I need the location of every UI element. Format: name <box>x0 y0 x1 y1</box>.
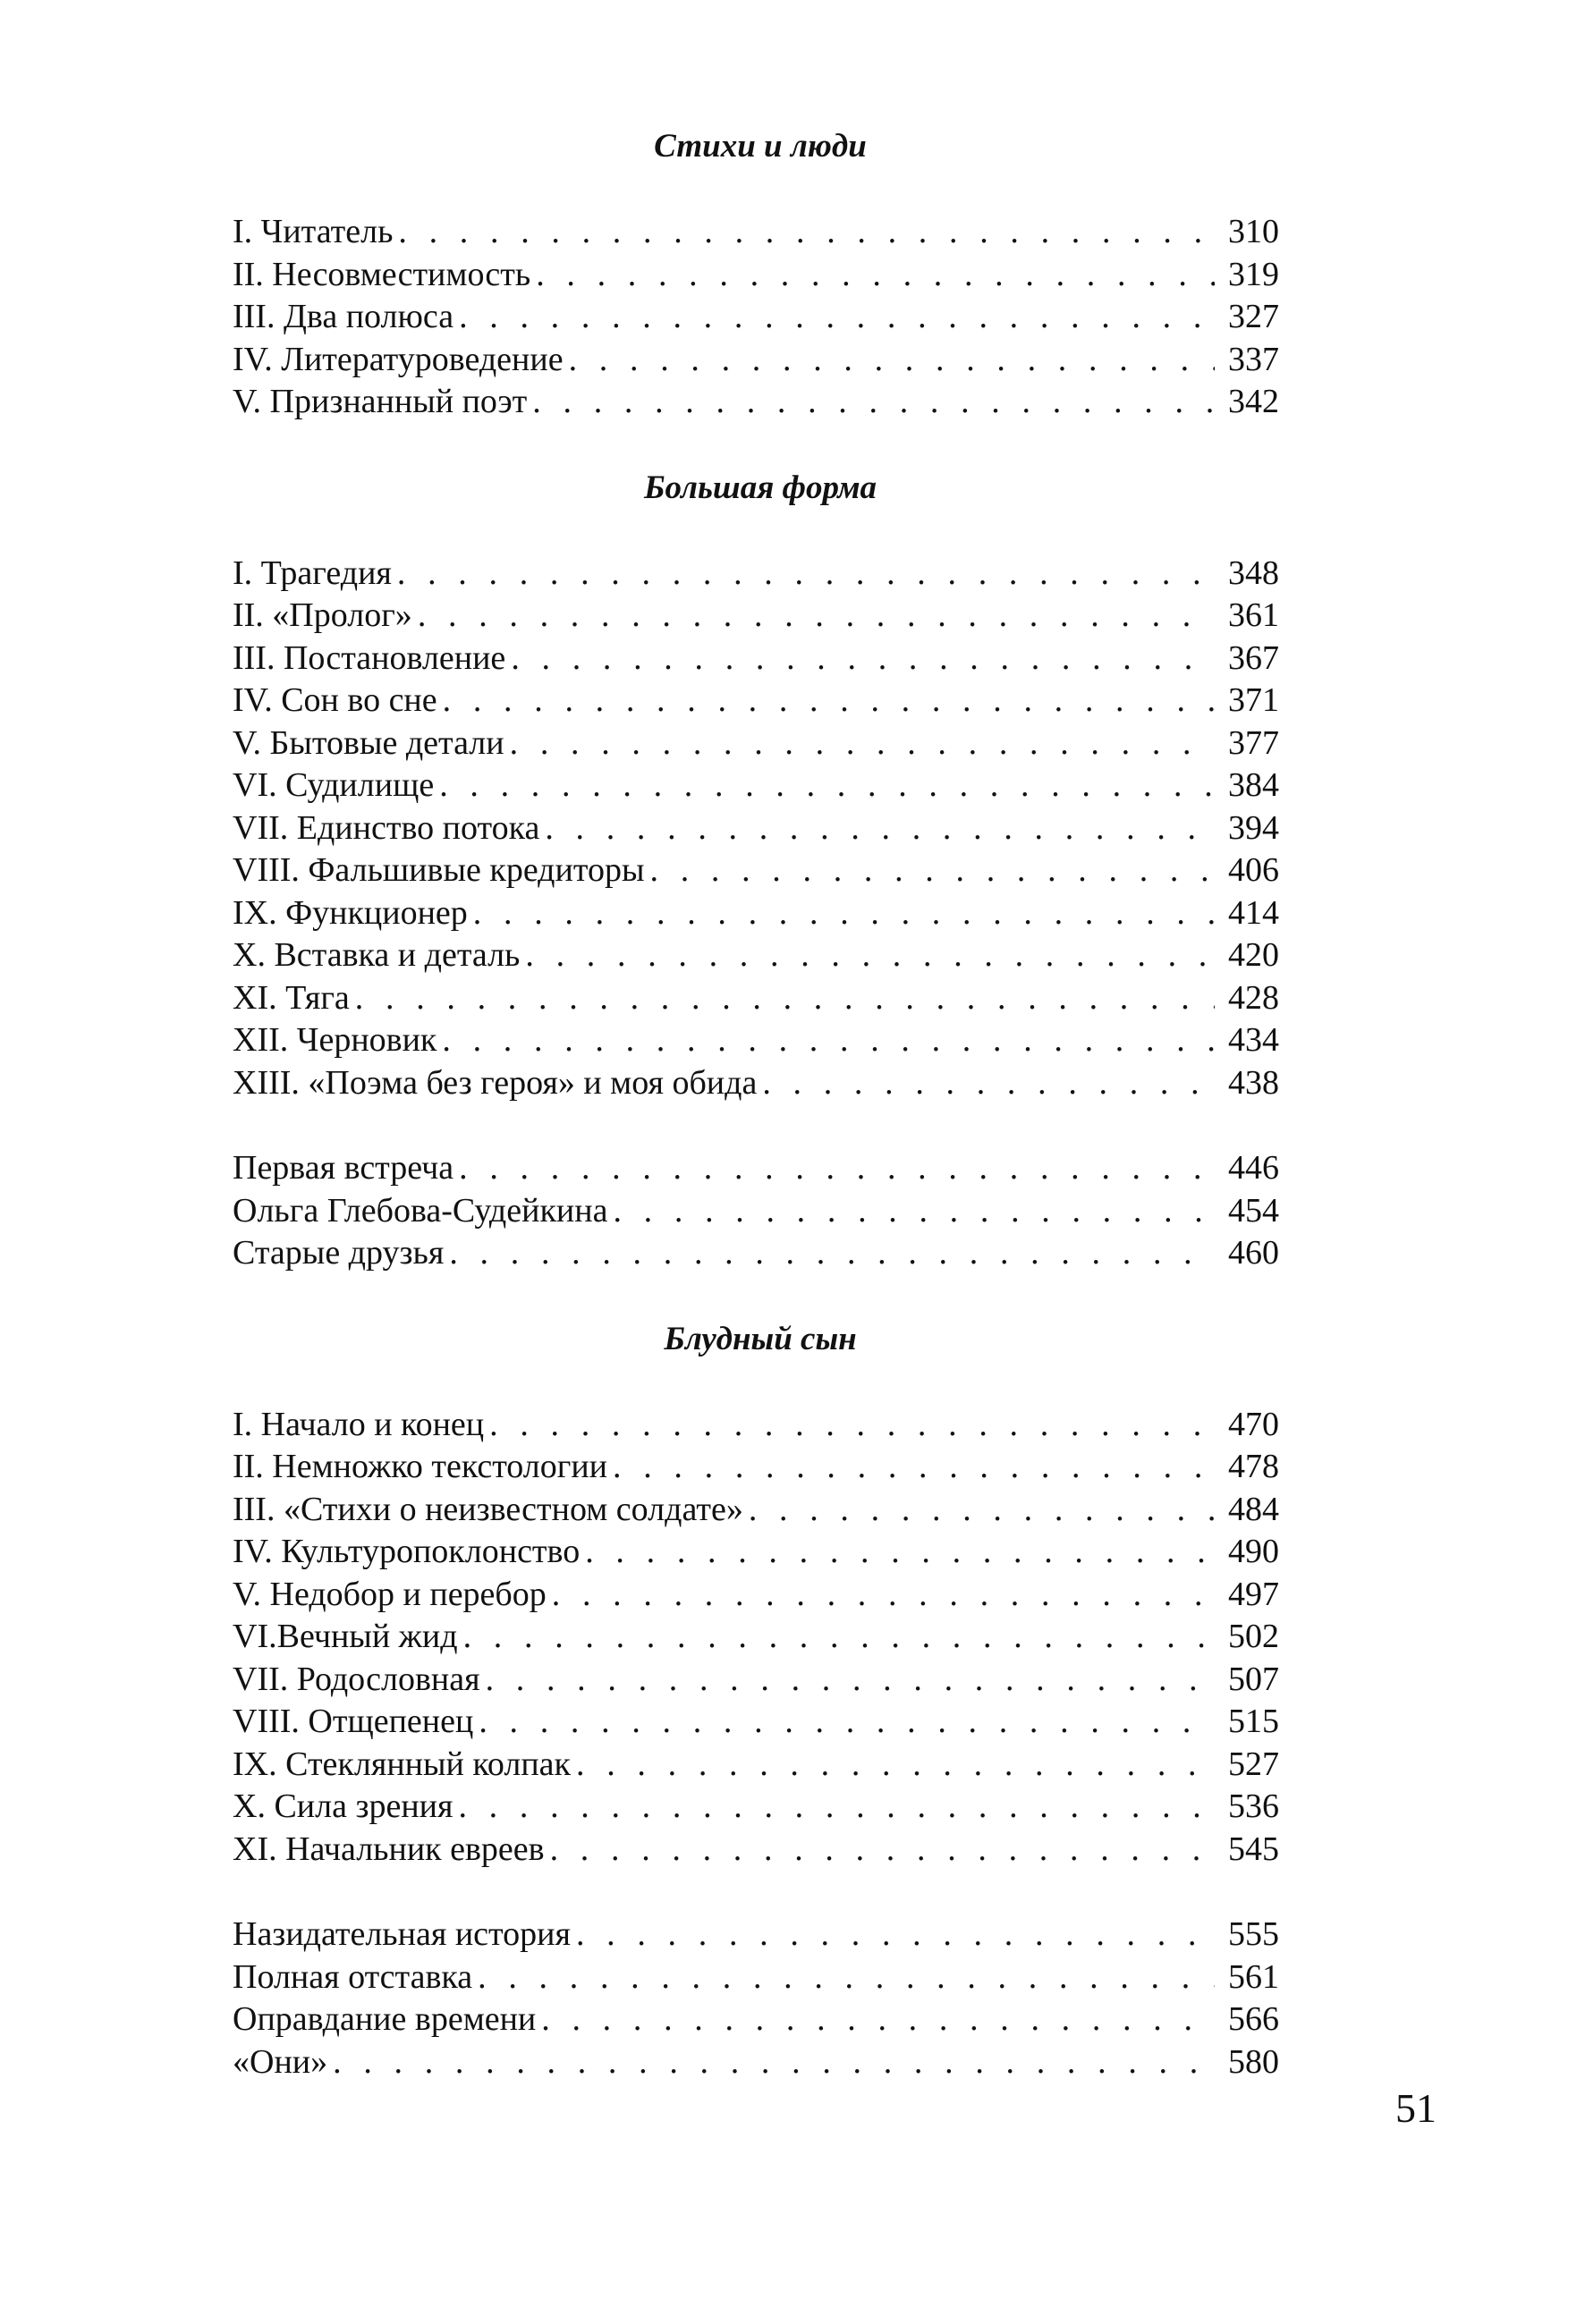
toc-entry-title: Полная отставка <box>233 1957 473 1996</box>
toc-entry[interactable] <box>233 1744 1279 1787</box>
toc-entry[interactable] <box>233 807 1279 850</box>
toc-entry[interactable] <box>233 1659 1279 1702</box>
toc-entry[interactable] <box>233 765 1279 807</box>
page-number: 51 <box>1395 2085 1437 2131</box>
toc-entry-page: 327 <box>1228 298 1279 335</box>
toc-entry-title: XI. Тяга <box>233 978 350 1017</box>
toc-entry-title: III. «Стихи о неизвестном солдате» <box>233 1490 743 1528</box>
toc-entry[interactable] <box>233 680 1279 723</box>
toc-entry-title: XII. Черновик <box>233 1021 437 1059</box>
dot-leader <box>571 1744 1215 1787</box>
toc-entry-title: IV. Литературоведение <box>233 340 564 378</box>
toc-entry-page: 428 <box>1228 978 1279 1017</box>
toc-entry[interactable] <box>233 254 1279 297</box>
toc-entry[interactable] <box>233 2041 1279 2084</box>
toc-entry-title: VIII. Отщепенец <box>233 1703 474 1740</box>
dot-leader <box>607 1190 1215 1233</box>
toc-entry-page: 566 <box>1228 2000 1279 2038</box>
toc-entry-title: III. Два полюса <box>233 298 454 335</box>
toc-entry-title: VI.Вечный жид <box>233 1618 458 1655</box>
toc-entry[interactable] <box>233 553 1279 596</box>
dot-leader <box>480 1659 1215 1702</box>
dot-leader <box>468 892 1215 935</box>
toc-entry[interactable] <box>233 211 1279 254</box>
dot-leader <box>571 1914 1215 1956</box>
toc-entry-page: 497 <box>1228 1575 1279 1613</box>
spacer <box>233 424 1279 467</box>
dot-leader <box>607 1446 1215 1489</box>
toc-entry-page: 310 <box>1228 213 1279 250</box>
dot-leader <box>580 1531 1215 1574</box>
toc-entry-title: IX. Стеклянный колпак <box>233 1745 572 1783</box>
toc-entry-page: 394 <box>1228 808 1279 847</box>
section-title: Большая форма <box>643 469 877 506</box>
toc-entry-title: I. Трагедия <box>233 554 392 592</box>
dot-leader <box>458 1616 1215 1659</box>
toc-entry-title: II. «Пролог» <box>233 596 412 634</box>
toc-entry-page: 555 <box>1228 1915 1279 1953</box>
toc-entry-page: 454 <box>1228 1191 1279 1230</box>
section-title: Стихи и люди <box>654 128 867 165</box>
toc-entry-page: 434 <box>1228 1021 1279 1059</box>
toc-entry-page: 384 <box>1228 766 1279 804</box>
toc-entry-page: 470 <box>1228 1405 1279 1443</box>
toc-entry-title: VII. Родословная <box>233 1660 480 1698</box>
toc-entry-page: 438 <box>1228 1063 1279 1102</box>
toc-entry-page: 545 <box>1228 1830 1279 1868</box>
dot-leader <box>327 2041 1215 2084</box>
dot-leader <box>743 1489 1215 1532</box>
toc-entry-title: IV. Культуропоклонство <box>233 1533 581 1570</box>
toc-entry-page: 478 <box>1228 1448 1279 1485</box>
toc-entry[interactable] <box>233 1701 1279 1744</box>
spacer <box>233 1104 1279 1147</box>
dot-leader <box>392 553 1215 596</box>
toc-entry-title: VII. Единство потока <box>233 808 540 847</box>
toc-entry-title: «Они» <box>233 2042 328 2081</box>
toc-entry-page: 502 <box>1228 1618 1279 1655</box>
dot-leader <box>437 1019 1215 1062</box>
toc-entry[interactable] <box>233 1232 1279 1275</box>
toc-entry-title: III. Постановление <box>233 638 506 677</box>
toc-entry-page: 361 <box>1228 596 1279 634</box>
toc-entry-title: Ольга Глебова-Судейкина <box>233 1191 608 1230</box>
toc-entry-title: V. Недобор и перебор <box>233 1575 547 1613</box>
toc-entry-page: 515 <box>1228 1703 1279 1740</box>
toc-entry-page: 536 <box>1228 1787 1279 1825</box>
toc-entry[interactable] <box>233 1147 1279 1190</box>
section-extra-entries <box>233 1147 1279 1275</box>
dot-leader <box>453 296 1215 339</box>
toc-entry-title: V. Бытовые детали <box>233 723 504 762</box>
toc-entry[interactable] <box>233 934 1279 977</box>
toc-entry-title: Первая встреча <box>233 1149 454 1187</box>
toc-entry-title: V. Признанный поэт <box>233 383 528 420</box>
toc-entry-page: 420 <box>1228 936 1279 974</box>
toc-entry[interactable] <box>233 339 1279 382</box>
toc-entry[interactable] <box>233 1999 1279 2041</box>
toc-entry[interactable] <box>233 1829 1279 1872</box>
toc-entry-page: 337 <box>1228 340 1279 378</box>
dot-leader <box>505 638 1215 680</box>
dot-leader <box>645 849 1216 892</box>
toc-entry-title: II. Немножко текстологии <box>233 1448 608 1485</box>
toc-entry-title: I. Читатель <box>233 213 394 250</box>
dot-leader <box>536 1999 1215 2041</box>
toc-entry[interactable] <box>233 595 1279 638</box>
toc-entry-page: 490 <box>1228 1533 1279 1570</box>
dot-leader <box>453 1147 1215 1190</box>
toc-entry[interactable] <box>233 1914 1279 1956</box>
toc-entry[interactable] <box>233 1531 1279 1574</box>
toc-entry-page: 507 <box>1228 1660 1279 1698</box>
toc-entry-page: 580 <box>1228 2042 1279 2081</box>
toc-entry[interactable] <box>233 1956 1279 1999</box>
toc-entry[interactable] <box>233 1062 1279 1105</box>
toc-entry-title: Назидательная история <box>233 1915 571 1953</box>
dot-leader <box>350 977 1215 1020</box>
toc-entry-title: XI. Начальник евреев <box>233 1830 545 1868</box>
dot-leader <box>757 1062 1215 1105</box>
toc-entry-title: II. Несовместимость <box>233 255 531 293</box>
toc-entry-page: 348 <box>1228 554 1279 592</box>
toc-entry-page: 527 <box>1228 1745 1279 1783</box>
toc-entry[interactable] <box>233 977 1279 1020</box>
spacer <box>233 1871 1279 1914</box>
toc-entry[interactable] <box>233 892 1279 935</box>
toc-entry[interactable] <box>233 1190 1279 1233</box>
toc-entry-title: VI. Судилище <box>233 766 435 804</box>
dot-leader <box>530 254 1215 297</box>
dot-leader <box>437 680 1215 723</box>
dot-leader <box>472 1956 1215 1999</box>
section-entries <box>233 1404 1279 1872</box>
spacer <box>233 1275 1279 1318</box>
toc-entry[interactable] <box>233 638 1279 680</box>
toc-entry-title: XIII. «Поэма без героя» и моя обида <box>233 1063 758 1102</box>
dot-leader <box>453 1786 1215 1829</box>
toc-entry-title: I. Начало и конец <box>233 1405 485 1443</box>
toc-entry[interactable] <box>233 381 1279 424</box>
dot-leader <box>434 765 1215 807</box>
toc-entry[interactable] <box>233 1786 1279 1829</box>
dot-leader <box>520 934 1215 977</box>
dot-leader <box>545 1829 1215 1872</box>
toc-entry[interactable] <box>233 1019 1279 1062</box>
toc-entry-page: 446 <box>1228 1149 1279 1187</box>
toc-entry[interactable] <box>233 296 1279 339</box>
toc-entry-page: 484 <box>1228 1490 1279 1528</box>
toc-entry-title: IV. Сон во сне <box>233 681 437 719</box>
toc-entry[interactable] <box>233 1574 1279 1617</box>
dot-leader <box>484 1404 1215 1447</box>
toc-entry-title: IX. Функционер <box>233 893 468 932</box>
table-of-contents <box>233 125 1279 2083</box>
toc-entry[interactable] <box>233 1489 1279 1532</box>
dot-leader <box>564 339 1215 382</box>
toc-entry-page: 414 <box>1228 893 1279 932</box>
toc-entry-title: Оправдание времени <box>233 2000 537 2038</box>
toc-entry-page: 367 <box>1228 638 1279 677</box>
dot-leader <box>539 807 1215 850</box>
toc-entry[interactable] <box>233 849 1279 892</box>
toc-entry-page: 561 <box>1228 1957 1279 1996</box>
toc-entry[interactable] <box>233 1616 1279 1659</box>
dot-leader <box>527 381 1215 424</box>
dot-leader <box>547 1574 1215 1617</box>
toc-entry-page: 460 <box>1228 1234 1279 1272</box>
section-title: Блудный сын <box>664 1320 857 1357</box>
dot-leader <box>444 1232 1215 1275</box>
toc-entry-page: 406 <box>1228 851 1279 889</box>
toc-entry-title: Старые друзья <box>233 1234 445 1272</box>
toc-entry[interactable] <box>233 1404 1279 1447</box>
toc-entry[interactable] <box>233 1446 1279 1489</box>
toc-entry-page: 319 <box>1228 255 1279 293</box>
toc-entry-page: 377 <box>1228 723 1279 762</box>
toc-entry-page: 371 <box>1228 681 1279 719</box>
toc-entry-title: X. Вставка и деталь <box>233 936 521 974</box>
toc-entry[interactable] <box>233 723 1279 765</box>
dot-leader <box>504 723 1215 765</box>
toc-entry-page: 342 <box>1228 383 1279 420</box>
section-entries <box>233 553 1279 1105</box>
section-entries <box>233 211 1279 424</box>
toc-entry-title: X. Сила зрения <box>233 1787 453 1825</box>
dot-leader <box>412 595 1215 638</box>
dot-leader <box>473 1701 1215 1744</box>
toc-entry-title: VIII. Фальшивые кредиторы <box>233 851 645 889</box>
dot-leader <box>393 211 1215 254</box>
section-extra-entries <box>233 1914 1279 2083</box>
